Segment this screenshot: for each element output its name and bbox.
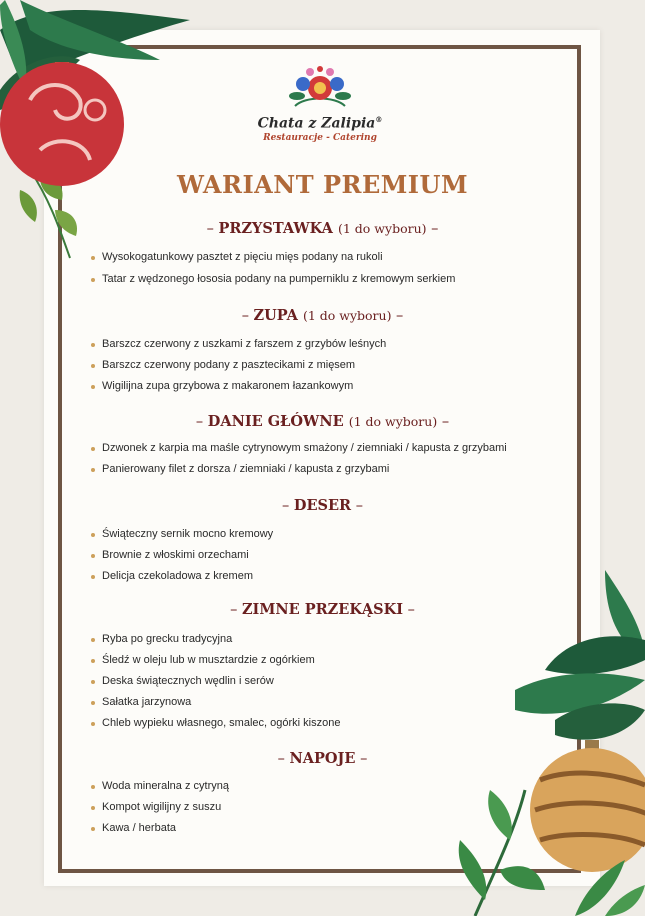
list-item: Kawa / herbata <box>102 822 176 834</box>
list-item: Kompot wigilijny z suszu <box>102 801 222 813</box>
list-item: Chleb wypieku własnego, smalec, ogórki kiszone <box>102 717 341 729</box>
section-heading: – ZUPA (1 do wyboru) – <box>241 307 404 324</box>
section-danie-glowne <box>0 412 645 482</box>
logo-subtitle: Restauracje - Catering <box>263 132 377 143</box>
section-przystawka <box>0 219 645 289</box>
list-item: Śledź w oleju lub w musztardzie z ogórkiem <box>102 654 315 666</box>
section-heading: – ZIMNE PRZEKĄSKI – <box>230 601 415 618</box>
list-item: Barszcz czerwony z uszkami z farszem z grzybów leśnych <box>102 338 387 350</box>
section-heading: – PRZYSTAWKA (1 do wyboru) – <box>206 220 439 237</box>
list-item: Wigilijna zupa grzybowa z makaronem łazankowym <box>102 380 354 392</box>
section-heading: – DESER – <box>282 497 363 514</box>
list-item: Sałatka jarzynowa <box>102 696 192 708</box>
list-item: Tatar z wędzonego łososia podany na pumperniklu z kremowym serkiem <box>102 273 456 285</box>
list-item: Dzwonek z karpia ma maśle cytrynowym smażony / ziemniaki / kapusta z grzybami <box>102 442 507 454</box>
section-zupa <box>0 306 645 396</box>
restaurant-logo <box>240 66 400 143</box>
list-item: Panierowany filet z dorsza / ziemniaki / kapusta z grzybami <box>102 463 390 475</box>
list-item: Barszcz czerwony podany z pasztecikami z mięsem <box>102 359 356 371</box>
list-item: Wysokogatunkowy pasztet z pięciu mięs podany na rukoli <box>102 251 383 263</box>
section-heading: – DANIE GŁÓWNE (1 do wyboru) – <box>195 413 450 430</box>
list-item: Delicja czekoladowa z kremem <box>102 570 253 582</box>
section-deser <box>0 496 645 586</box>
list-item: Deska świątecznych wędlin i serów <box>102 675 274 687</box>
logo-name: Chata z Zalipia® <box>257 115 383 132</box>
list-item: Ryba po grecku tradycyjna <box>102 633 233 645</box>
list-item: Woda mineralna z cytryną <box>102 780 229 792</box>
section-heading: – NAPOJE – <box>277 750 368 767</box>
folk-flower-icon <box>285 66 355 108</box>
list-item: Świąteczny sernik mocno kremowy <box>102 528 274 540</box>
list-item: Brownie z włoskimi orzechami <box>102 549 249 561</box>
section-napoje <box>0 749 645 839</box>
page-title: WARIANT PREMIUM <box>176 170 469 199</box>
section-zimne-przekaski <box>0 600 645 730</box>
